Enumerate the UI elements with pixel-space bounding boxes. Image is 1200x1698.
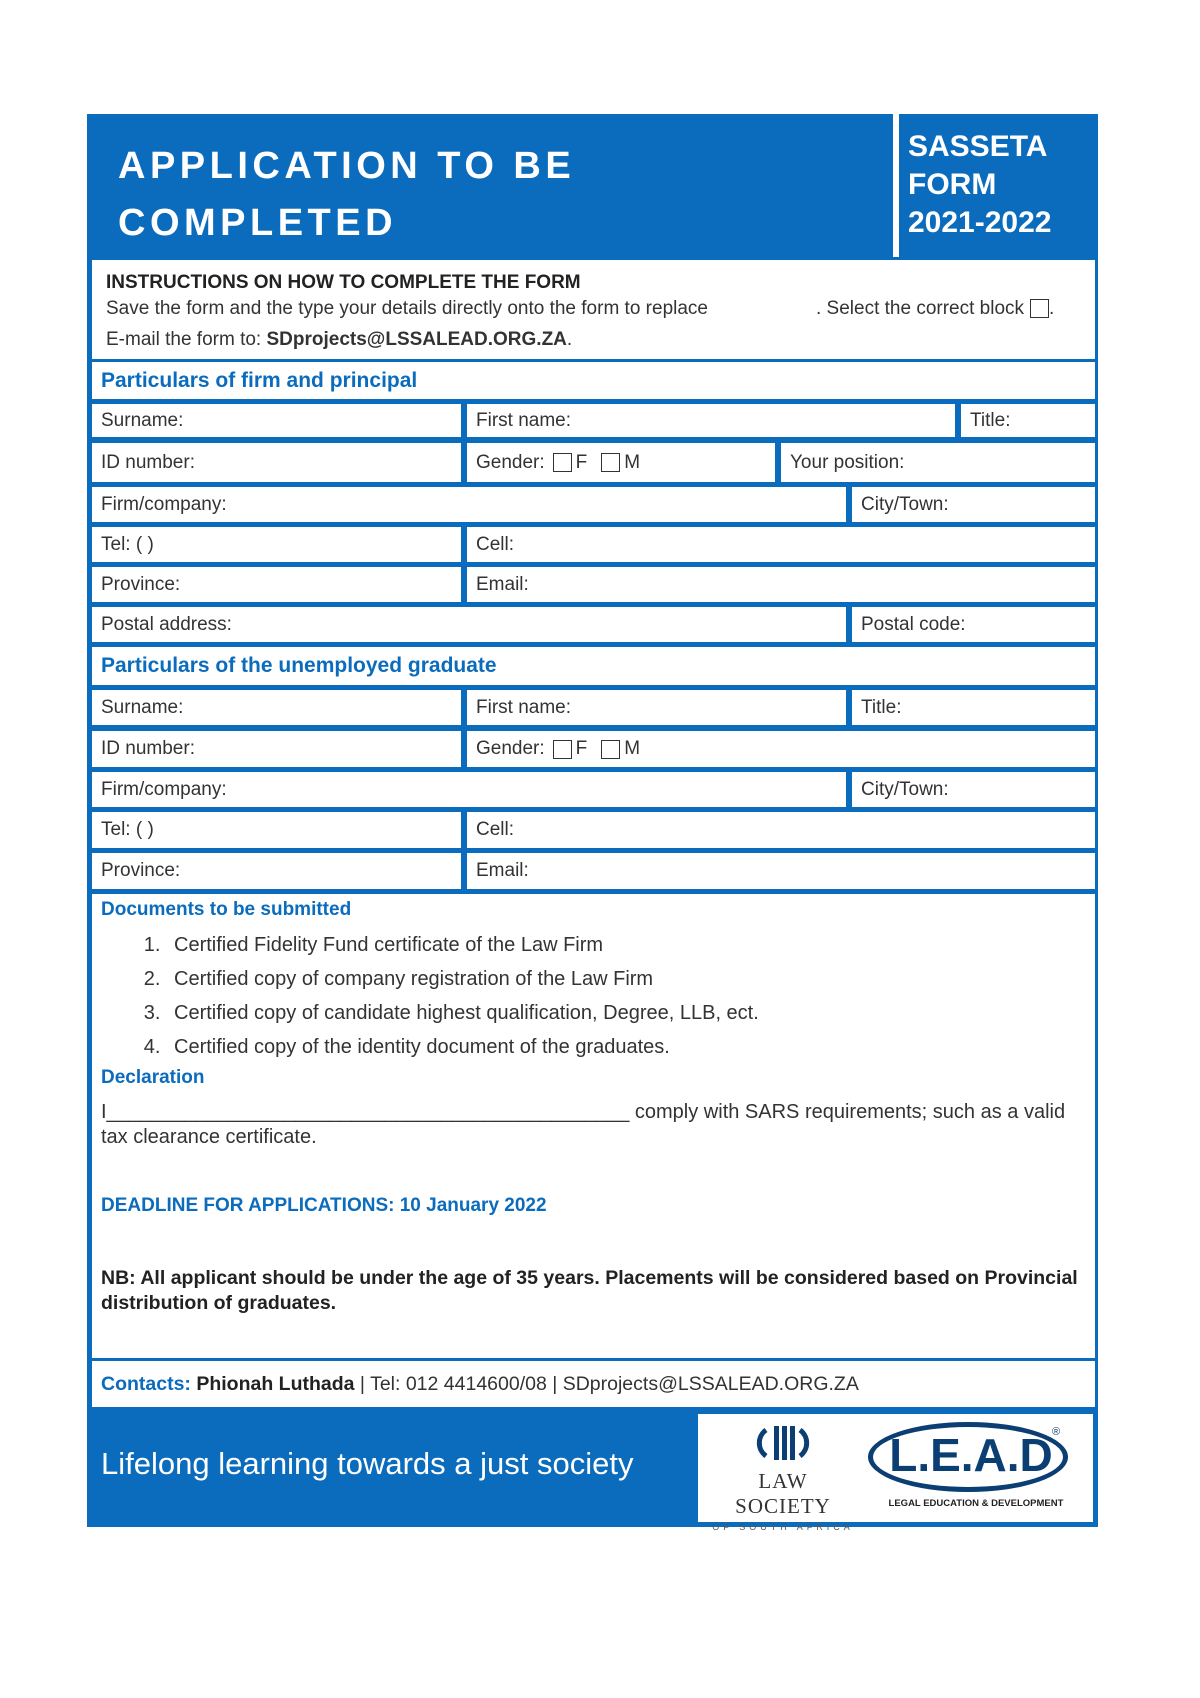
grad-cell-field[interactable]: Cell: (467, 812, 1095, 848)
checkbox-sample (1030, 299, 1049, 318)
grad-title-field[interactable]: Title: (852, 690, 1095, 725)
firm-gender-m-label: M (624, 451, 641, 473)
contacts-bar (92, 1361, 1095, 1407)
badge-year: 2021-2022 (908, 206, 1052, 239)
registered-icon: ® (1052, 1426, 1061, 1438)
grad-company-field[interactable]: Firm/company: (92, 772, 846, 807)
firm-position-field[interactable]: Your position: (781, 443, 1095, 482)
firm-cell-field[interactable]: Cell: (467, 527, 1095, 562)
page-title-line-2: COMPLETED (118, 202, 398, 244)
grad-province-field[interactable]: Province: (92, 853, 461, 889)
instructions-line-2 (106, 329, 572, 351)
firm-tel-field[interactable]: Tel: ( ) (92, 527, 461, 562)
grad-id-number-field[interactable]: ID number: (92, 731, 461, 767)
grad-first-name-field[interactable]: First name: (467, 690, 846, 725)
instructions-email-suffix: . (566, 329, 573, 350)
instructions-select-text: . Select the correct block (816, 298, 1025, 319)
law-society-name: LAW SOCIETY (735, 1469, 831, 1518)
firm-gender-f-label: F (575, 451, 588, 473)
footer-tagline: Lifelong learning towards a just society (101, 1446, 634, 1481)
document-item: 1. Certified Fidelity Fund certificate of the Law Firm (166, 928, 759, 962)
firm-surname-field[interactable]: Surname: (92, 404, 461, 437)
firm-gender-label: Gender: (476, 451, 545, 473)
law-society-sub: OF SOUTH AFRICA (712, 1522, 854, 1532)
firm-province-field[interactable]: Province: (92, 567, 461, 602)
deadline-notice: DEADLINE FOR APPLICATIONS: 10 January 2022 (101, 1195, 547, 1216)
nb-notice: NB: All applicant should be under the age of 35 years. Placements will be considered based on Provincial distribution of graduates. (101, 1267, 1078, 1314)
firm-postal-code-field[interactable]: Postal code: (852, 607, 1095, 642)
section-graduate-title: Particulars of the unemployed graduate (92, 647, 1095, 685)
firm-gender-field (467, 443, 775, 482)
documents-list (138, 928, 759, 1064)
grad-gender-field (467, 731, 1095, 767)
grad-gender-m-label: M (624, 738, 641, 759)
documents-title: Documents to be submitted (101, 899, 352, 920)
document-item: 2. Certified copy of company registration of the Law Firm (166, 962, 759, 996)
instructions-email-prefix: E-mail the form to: (106, 329, 267, 350)
instructions-email[interactable]: SDprojects@LSSALEAD.ORG.ZA (266, 329, 567, 350)
grad-tel-field[interactable]: Tel: ( ) (92, 812, 461, 848)
grad-gender-f-label: F (575, 738, 588, 759)
instructions-line-1: Save the form and the type your details directly onto the form to replace (106, 298, 708, 319)
section-firm-title: Particulars of firm and principal (92, 362, 1095, 399)
grad-city-field[interactable]: City/Town: (852, 772, 1095, 807)
instructions-period: . (1049, 298, 1055, 319)
pillars-icon (708, 1422, 858, 1464)
contacts-name: Phionah Luthada (196, 1372, 355, 1395)
lead-name: L.E.A.D (889, 1429, 1053, 1481)
declaration-text: I_______________________________________________ comply with SARS requirements; such as a valid tax clearance certificate. (101, 1101, 1066, 1148)
document-item: 4. Certified copy of the identity document of the graduates. (166, 1030, 759, 1064)
firm-city-field[interactable]: City/Town: (852, 487, 1095, 522)
grad-gender-label: Gender: (476, 738, 545, 759)
document-item: 3. Certified copy of candidate highest qualification, Degree, LLB, ect. (166, 996, 759, 1030)
grad-gender-m-checkbox[interactable] (601, 740, 620, 759)
footer-banner (87, 1410, 1098, 1532)
partner-logos (698, 1414, 1093, 1532)
page-title (118, 138, 575, 252)
contacts-label: Contacts: (101, 1372, 191, 1395)
documents-box (92, 894, 1095, 1358)
grad-gender-f-checkbox[interactable] (553, 740, 572, 759)
grad-surname-field[interactable]: Surname: (92, 690, 461, 725)
instructions-box (92, 260, 1095, 359)
contacts-tel: | Tel: 012 4414600/08 | (354, 1372, 563, 1395)
law-society-logo (708, 1422, 858, 1532)
firm-email-field[interactable]: Email: (467, 567, 1095, 602)
lead-logo (866, 1422, 1086, 1517)
firm-gender-m-checkbox[interactable] (601, 453, 620, 472)
grad-email-field[interactable]: Email: (467, 853, 1095, 889)
declaration-title: Declaration (101, 1067, 205, 1088)
contacts-email[interactable]: SDprojects@LSSALEAD.ORG.ZA (562, 1372, 859, 1395)
firm-id-number-field[interactable]: ID number: (92, 443, 461, 482)
lead-sub: LEGAL EDUCATION & DEVELOPMENT (888, 1498, 1064, 1509)
firm-company-field[interactable]: Firm/company: (92, 487, 846, 522)
firm-title-field[interactable]: Title: (961, 404, 1095, 437)
instructions-title: INSTRUCTIONS ON HOW TO COMPLETE THE FORM (106, 272, 581, 293)
form-badge (899, 114, 1098, 257)
firm-first-name-field[interactable]: First name: (467, 404, 955, 437)
header-banner (87, 114, 893, 257)
instructions-select-block (816, 298, 1054, 320)
page-title-line-1: APPLICATION TO BE (118, 145, 576, 187)
firm-gender-f-checkbox[interactable] (553, 453, 572, 472)
badge-line-1: SASSETA (908, 130, 1048, 163)
firm-postal-address-field[interactable]: Postal address: (92, 607, 846, 642)
badge-line-2: FORM (908, 168, 997, 201)
